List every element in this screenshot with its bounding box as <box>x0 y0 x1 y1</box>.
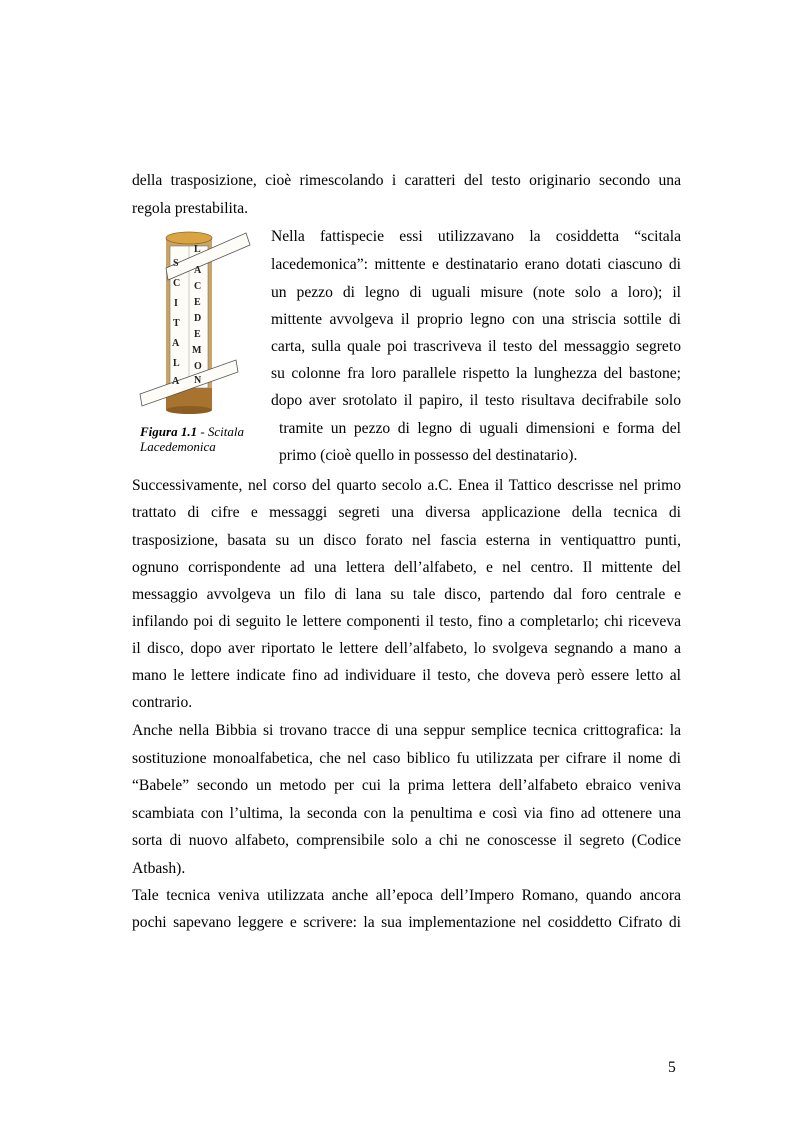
right-letter-7: M <box>192 345 202 356</box>
paragraph-1-line-2: regola prestabilita. <box>132 200 249 217</box>
paragraph-3-line-8: mano le lettere indicate fino ad individuare il testo, che doveva però essere letto al <box>132 667 681 684</box>
paragraph-2-line-8: tramite un pezzo di legno di uguali dimensioni e forma del <box>279 420 681 437</box>
paragraph-2-line-9: primo (cioè quello in possesso del destinatario). <box>279 447 578 464</box>
left-letter-2: C <box>173 278 181 289</box>
paragraph-2-line-4: mittente avvolgeva il proprio legno con una striscia sottile di <box>271 311 681 328</box>
paragraph-4-line-2: sostituzione monoalfabetica, che nel caso biblico fu utilizzata per cifrare il nome di <box>132 750 681 767</box>
left-letter-6: L <box>173 358 180 369</box>
right-letter-6: E <box>194 329 201 340</box>
right-letter-3: C <box>194 281 202 292</box>
figure-caption-text: - Scitala Lacedemonica <box>140 424 245 454</box>
right-letter-9: N <box>194 375 202 386</box>
scitala-figure <box>138 228 254 418</box>
paragraph-2-line-7: dopo aver srotolato il papiro, il testo risultava decifrabile solo <box>271 392 681 409</box>
paragraph-3-line-6: infilando poi di seguito le lettere componenti il testo, fino a completarlo; chi riceveva <box>132 613 681 630</box>
paragraph-4-line-6: Atbash). <box>132 860 186 877</box>
paragraph-3-line-7: il disco, dopo aver riportato le lettere dell’alfabeto, lo svolgeva segnando a mano a <box>132 640 681 657</box>
paragraph-3-line-4: ognuno corrispondente ad una lettera dell’alfabeto, e nel centro. Il mittente del <box>132 559 681 576</box>
paragraph-3-line-9: contrario. <box>132 694 193 711</box>
staff-base <box>166 406 212 414</box>
figure-caption-label: Figura 1.1 <box>140 424 198 439</box>
left-letter-3: I <box>174 298 178 309</box>
paragraph-2-line-3: un pezzo di legno di uguali misure (note solo a loro); il <box>271 284 681 301</box>
paragraph-3-line-2: trattato di cifre e messaggi segreti una diversa applicazione della tecnica di <box>132 504 681 521</box>
paragraph-4-line-1: Anche nella Bibbia si trovano tracce di una seppur semplice tecnica crittografica: la <box>132 722 681 739</box>
paragraph-2-line-2: lacedemonica”: mittente e destinatario erano dotati ciascuno di <box>271 256 681 273</box>
paragraph-4-line-5: sorta di nuovo alfabeto, comprensibile solo a chi ne conoscesse il segreto (Codice <box>132 832 681 849</box>
paragraph-5-line-2: pochi sapevano leggere e scrivere: la sua implementazione nel cosiddetto Cifrato di <box>132 914 681 931</box>
paragraph-4-line-4: scambiata con l’ultima, la seconda con la penultima e così via fino ad ottenere una <box>132 805 681 822</box>
paragraph-2-line-5: carta, sulla quale poi trascriveva il testo del messaggio segreto <box>271 338 681 355</box>
right-letter-5: D <box>194 313 202 324</box>
paragraph-3-line-1: Successivamente, nel corso del quarto secolo a.C. Enea il Tattico descrisse nel primo <box>132 477 681 494</box>
right-letter-4: E <box>194 297 201 308</box>
staff-top <box>166 232 212 244</box>
left-letter-1: S <box>173 258 179 269</box>
paragraph-4-line-3: “Babele” secondo un metodo per cui la prima lettera dell’alfabeto ebraico veniva <box>132 777 681 794</box>
paragraph-5-line-1: Tale tecnica veniva utilizzata anche all’epoca dell’Impero Romano, quando ancora <box>132 887 681 904</box>
left-letter-5: A <box>172 338 180 349</box>
right-letter-1: L <box>194 244 201 255</box>
right-letter-8: O <box>194 361 202 372</box>
paragraph-1-line-1: della trasposizione, cioè rimescolando i caratteri del testo originario secondo una <box>132 172 681 189</box>
left-letter-4: T <box>173 318 180 329</box>
paragraph-2-line-1: Nella fattispecie essi utilizzavano la cosiddetta “scitala <box>271 228 681 245</box>
right-letter-2: A <box>194 265 202 276</box>
page-number: 5 <box>668 1059 676 1076</box>
figure-caption <box>140 424 260 454</box>
left-letter-7: A <box>172 376 180 387</box>
paragraph-2-line-6: su colonne fra loro parallele rispetto la lunghezza del bastone; <box>271 365 681 382</box>
paragraph-3-line-5: messaggio avvolgeva un filo di lana su tale disco, partendo dal foro centrale e <box>132 586 681 603</box>
paragraph-3-line-3: trasposizione, basata su un disco forato nel fascia esterna in ventiquattro punti, <box>132 532 681 549</box>
